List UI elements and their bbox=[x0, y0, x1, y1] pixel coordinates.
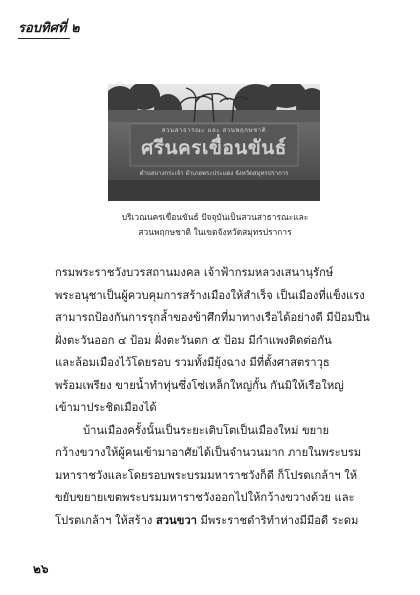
chapter-header: รอบทิศที่ ๒ bbox=[18, 21, 80, 36]
paragraph-line: พร้อมเพรียง ขายน้ำทำทุ่นซึ่งโซ่เหล็กใหญ่กั้น กันมิให้เรือใหญ่ bbox=[55, 378, 344, 392]
paragraph-line bbox=[55, 510, 387, 533]
caption-line: สวนพฤกษชาติ ในเขตจังหวัดสมุทรปราการ bbox=[138, 227, 292, 237]
photo-caption bbox=[80, 210, 350, 240]
photo-nakhon-khuean-khan bbox=[108, 84, 320, 201]
paragraph-line: ฝั่งตะวันออก ๔ ป้อม ฝั่งตะวันตก ๕ ป้อม มีกำแพงติดต่อกัน bbox=[55, 333, 332, 347]
bold-term: สวนขวา bbox=[155, 513, 197, 527]
caption-line: บริเวณนครเขื่อนขันธ์ ปัจจุบันเป็นสวนสาธารณะและ bbox=[121, 212, 309, 222]
paragraph-line: พระอนุชาเป็นผู้ควบคุมการสร้างเมืองให้สำเร็จ เป็นเมืองที่แข็งแรง bbox=[55, 288, 365, 302]
paragraph-line: บ้านเมืองครั้งนั้นเป็นระยะเติบโตเป็นเมืองใหม่ ขยาย bbox=[83, 423, 330, 437]
photo-ground bbox=[108, 180, 320, 201]
paragraph-line: เข้ามาประชิดเมืองได้ bbox=[55, 401, 157, 414]
body-text bbox=[55, 262, 387, 532]
page-number: ๒๖ bbox=[33, 562, 49, 576]
paragraph-line: และล้อมเมืองไว้โดยรอบ รวมทั้งมียุ้งฉาง มีที่ตั้งศาสตราวุธ bbox=[55, 356, 330, 369]
sign-address: ตำบลบางกระเจ้า อำเภอพระประแดง จังหวัดสมุทรปราการ bbox=[139, 170, 289, 177]
text-run: มีพระราชดำริทำห่างมีมีอดี ระดม bbox=[196, 513, 359, 527]
header-underline bbox=[18, 38, 70, 39]
sign-subtitle: สวนสาธารณะ และ สวนพฤกษชาติ bbox=[161, 127, 267, 134]
paragraph-line: ขยับขยายเขตพระบรมมหาราชวังออกไปให้กว้างขวางด้วย และ bbox=[55, 491, 355, 504]
text-run: โปรดเกล้าฯ ให้สร้าง bbox=[55, 513, 156, 527]
paragraph-line: มหาราชวังและโดยรอบพระบรมมหาราชวังก็ดี ก็โปรดเกล้าฯ ให้ bbox=[55, 468, 358, 482]
paragraph-line: สามารถป้องกันการรุกล้ำของข้าศึกที่มาทางเรือได้อย่างดี มีป้อมปืน bbox=[55, 311, 370, 324]
paragraph-line: กรมพระราชวังบวรสถานมงคล เจ้าฟ้ากรมหลวงเสนานุรักษ์ bbox=[55, 266, 334, 279]
sign-title: ศรีนครเขื่อนขันธ์ bbox=[141, 137, 287, 159]
paragraph-line: กว้างขวางให้ผู้คนเข้ามาอาศัยได้เป็นจำนวนมาก ภายในพระบรม bbox=[55, 446, 362, 459]
